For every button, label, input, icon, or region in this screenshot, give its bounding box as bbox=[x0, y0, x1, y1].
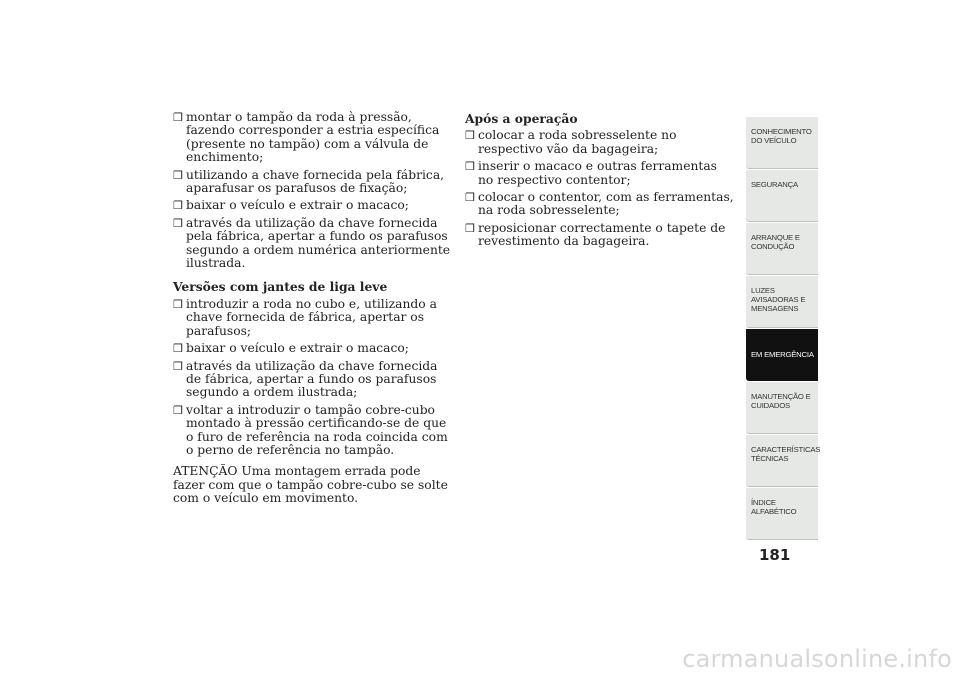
tab-seguranca[interactable]: SEGURANÇA bbox=[746, 170, 818, 222]
checkbox-bullet-icon: ❒ bbox=[173, 342, 183, 356]
checkbox-bullet-icon: ❒ bbox=[173, 168, 183, 182]
list-item: ❒ montar o tampão da roda à pressão, fazendo corresponder a estria específica (presente no tampão) com a válvula de enchimento; bbox=[173, 110, 440, 165]
right-column bbox=[465, 111, 735, 253]
watermark: carmanualsonline.info bbox=[682, 645, 952, 673]
checkbox-bullet-icon: ❒ bbox=[173, 199, 183, 213]
checkbox-bullet-icon: ❒ bbox=[465, 191, 475, 205]
list-item: ❒ inserir o macaco e outras ferramentas no respectivo contentor; bbox=[465, 159, 717, 187]
list-b bbox=[173, 298, 451, 457]
checkbox-bullet-icon: ❒ bbox=[465, 129, 475, 143]
checkbox-bullet-icon: ❒ bbox=[465, 160, 475, 174]
chapter-tabs bbox=[746, 117, 821, 541]
list-item: ❒ utilizando a chave fornecida pela fábrica, aparafusar os parafusos de fixação; bbox=[173, 167, 445, 196]
checkbox-bullet-icon: ❒ bbox=[173, 403, 183, 417]
tab-luzes-avisadoras[interactable]: LUZES AVISADORAS E MENSAGENS bbox=[746, 276, 818, 328]
warning-note: ATENÇÃO Uma montagem errada pode fazer com que o tampão cobre-cubo se solte com o veículo em movimento. bbox=[173, 464, 448, 506]
tab-conhecimento-do-veiculo[interactable]: CONHECIMENTO DO VEÍCULO bbox=[746, 117, 818, 169]
checkbox-bullet-icon: ❒ bbox=[465, 221, 475, 235]
page-number: 181 bbox=[759, 546, 791, 564]
section-heading: Após a operação bbox=[465, 111, 578, 126]
list-item: ❒ reposicionar correctamente o tapete de revestimento da bagageira. bbox=[465, 220, 726, 249]
checkbox-bullet-icon: ❒ bbox=[173, 111, 183, 124]
list-a bbox=[173, 111, 451, 270]
list-item: ❒ baixar o veículo e extrair o macaco; bbox=[173, 341, 409, 356]
tab-manutencao-e-cuidados[interactable]: MANUTENÇÃO E CUIDADOS bbox=[746, 382, 818, 434]
checkbox-bullet-icon: ❒ bbox=[173, 359, 183, 373]
list-item: ❒ baixar o veículo e extrair o macaco; bbox=[173, 198, 409, 213]
tab-em-emergencia[interactable]: EM EMERGÊNCIA bbox=[746, 329, 818, 381]
list-item: ❒ voltar a introduzir o tampão cobre-cubo montado à pressão certificando-se de que o furo de referência na roda coincida com o perno de referência no tampão. bbox=[173, 402, 448, 457]
tab-arranque-e-conducao[interactable]: ARRANQUE E CONDUÇÃO bbox=[746, 223, 818, 275]
tab-caracteristicas-tecnicas[interactable]: CARACTERÍSTICAS TÉCNICAS bbox=[746, 435, 818, 487]
list-item: ❒ através da utilização da chave fornecida pela fábrica, apertar a fundo os parafusos segundo a ordem numérica anteriormente ilustrada. bbox=[173, 215, 451, 271]
checkbox-bullet-icon: ❒ bbox=[173, 216, 183, 230]
tab-indice-alfabetico[interactable]: ÍNDICE ALFABÉTICO bbox=[746, 488, 818, 540]
list-item: ❒ colocar o contentor, com as ferramentas, na roda sobresselente; bbox=[465, 190, 734, 218]
checkbox-bullet-icon: ❒ bbox=[173, 297, 183, 311]
list-item: ❒ através da utilização da chave fornecida de fábrica, apertar a fundo os parafusos segundo a ordem ilustrada; bbox=[173, 358, 438, 400]
list-item: ❒ colocar a roda sobresselente no respectivo vão da bagageira; bbox=[465, 128, 677, 156]
list-item: ❒ introduzir a roda no cubo e, utilizando a chave fornecida de fábrica, apertar os parafusos; bbox=[173, 296, 437, 338]
section-heading: Versões com jantes de liga leve bbox=[173, 279, 388, 295]
left-column bbox=[173, 111, 451, 506]
